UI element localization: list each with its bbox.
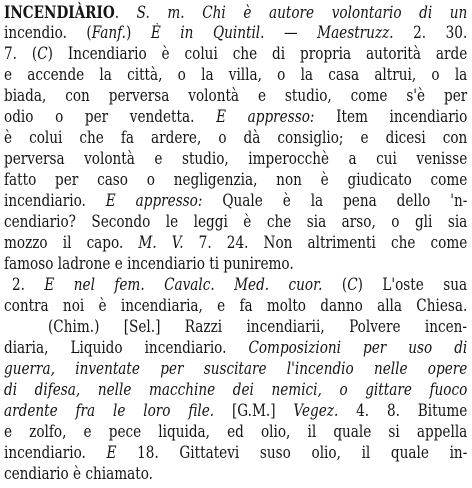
text-run: ) Incendiario è colui che di propria autorità arde [47, 44, 468, 63]
text-run: e accende la città, o la villa, o la casa altrui, o la [4, 65, 468, 84]
entry-line [4, 380, 467, 400]
text-run: odio o per vendetta. [4, 107, 217, 126]
text-run: . [114, 3, 137, 22]
text-run: Vegez. [293, 401, 339, 420]
entry-line [4, 422, 467, 442]
entry-line [4, 65, 467, 85]
text-run: INCENDIÀRIO [4, 2, 115, 22]
text-run: 2. 30. [393, 23, 468, 42]
entry-line [4, 107, 467, 127]
text-run: biada, con perversa volontà e studio, come s'è per [4, 86, 468, 105]
text-run: contra noi è incendiaria, e fa molto danno alla Chiesa. [4, 296, 468, 315]
text-run: guerra, inventate per suscitare l'incendio nelle opere [4, 359, 468, 378]
entry-line [4, 191, 467, 211]
text-run: 18. Gittatevi suso olio, il quale in- [116, 443, 468, 462]
entry-line [4, 233, 467, 253]
entry-line [4, 2, 467, 22]
entry-line [4, 443, 467, 463]
entry-line [4, 170, 467, 190]
entry-line [4, 44, 467, 64]
entry-line [4, 464, 467, 484]
text-run: È in Quintil. — Maestruzz. [150, 23, 394, 42]
text-run: E nel fem. Cavalc. Med. cuor. [44, 275, 323, 294]
text-run: perversa volontà e studio, imperocchè a cui venisse [4, 149, 468, 168]
entry-line [4, 338, 467, 358]
text-run: ( [322, 275, 348, 294]
text-run: 7. 24. Non altrimenti che come [183, 233, 468, 252]
text-run: [G.M.] [214, 401, 294, 420]
text-run: è colui che fa ardere, o dà consiglio; e dicesi con [4, 128, 468, 147]
text-run: Quale è la pena dello 'n- [202, 191, 468, 210]
text-run: ) [126, 23, 151, 42]
text-run: S. m. Chi è autore volontario di un [136, 3, 468, 22]
text-run: E appresso: [105, 191, 203, 210]
entry-line [12, 275, 467, 295]
entry-line [4, 86, 467, 106]
text-run: E appresso: [216, 107, 315, 126]
text-run: C [347, 275, 358, 294]
entry-line [4, 212, 467, 232]
entry-line [4, 359, 467, 379]
text-run: ) L'oste sua [357, 275, 468, 294]
text-run: incendio. ( [4, 23, 92, 42]
text-run: cendiario? Secondo le leggi è che sia arso, o gli sia [4, 212, 468, 231]
text-run: mozzo il capo. [4, 233, 139, 252]
text-run: diaria, Liquido incendiario. [4, 338, 249, 357]
entry-line [4, 296, 467, 316]
text-run: famoso ladrone e incendiario ti puniremo. [4, 254, 294, 273]
text-run: fatto per caso o negligenzia, non è giudicato come [4, 170, 468, 189]
entry-line [4, 401, 467, 421]
entry-line [4, 23, 467, 43]
dictionary-entry [4, 2, 468, 486]
text-run: Fanf. [91, 23, 127, 42]
text-run: incendiario. [4, 191, 106, 210]
entry-line [48, 317, 467, 337]
text-run: Item incendiario [314, 107, 468, 126]
entry-line [4, 128, 467, 148]
text-run: di difesa, nelle macchine dei nemici, o gittare fuoco [4, 380, 468, 399]
text-run: (Chim.) [Sel.] Razzi incendiarii, Polvere incen- [48, 317, 468, 336]
entry-line [4, 149, 467, 169]
text-run: incendiario. [4, 443, 107, 462]
text-run: cendiario è chiamato. [4, 464, 153, 483]
text-run: 7. ( [4, 44, 38, 63]
entry-line [4, 254, 467, 274]
text-run: 4. 8. Bitume [338, 401, 468, 420]
text-run: C [37, 44, 48, 63]
text-run: ardente fra le loro file. [4, 401, 215, 420]
text-run: Composizioni per uso di [248, 338, 468, 357]
text-run: M. V. [138, 233, 184, 252]
text-run: E [106, 443, 117, 462]
text-run: 2. [12, 275, 45, 294]
text-run: e zolfo, e pece liquida, ed olio, il quale si appella [4, 422, 468, 441]
